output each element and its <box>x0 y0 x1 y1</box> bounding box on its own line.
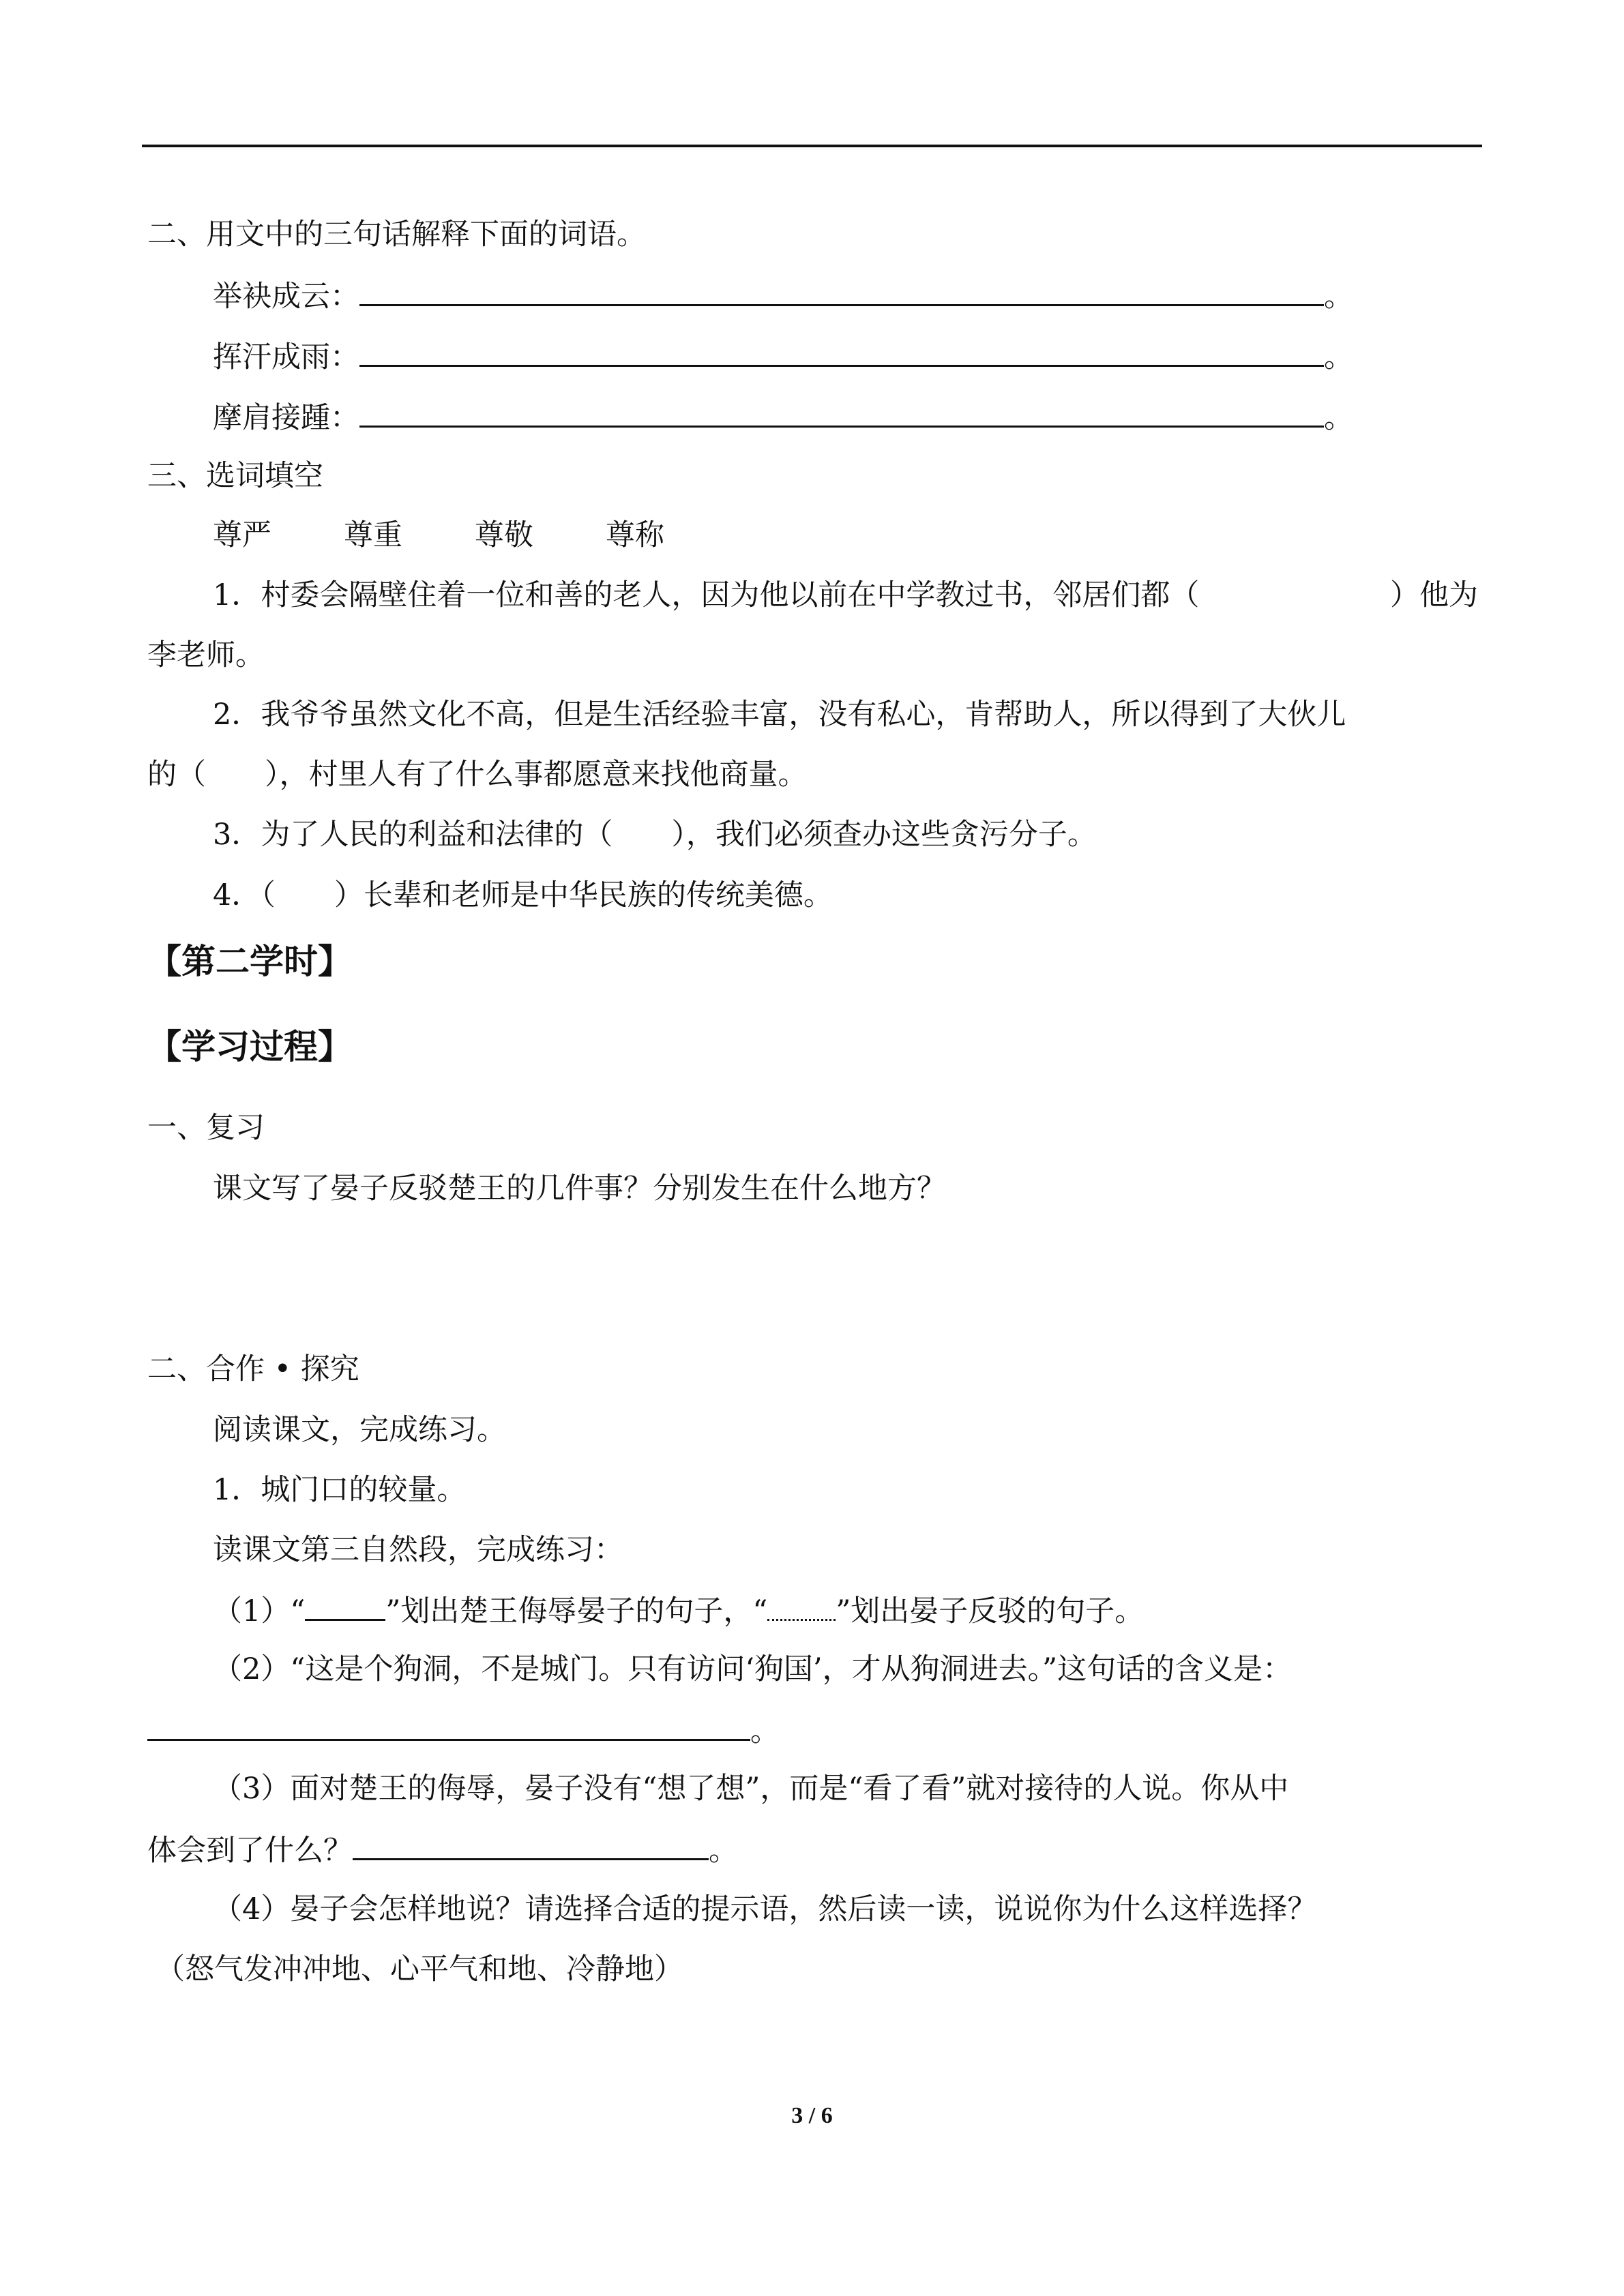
word-option: 尊敬 <box>475 518 533 552</box>
explore-instruction: 读课文第三自然段，完成练习： <box>213 1533 623 1567</box>
q2-line1: 2．我爷爷虽然文化不高，但是生活经验丰富，没有私心，肯帮助人，所以得到了大伙儿 <box>213 698 1346 732</box>
term-row-1: 举袂成云： 。 <box>213 274 1353 317</box>
answer-blank[interactable] <box>359 396 1324 428</box>
explore-intro: 阅读课文，完成练习。 <box>213 1413 506 1447</box>
q1-line2: 李老师。 <box>147 638 265 672</box>
answer-blank[interactable] <box>359 274 1324 306</box>
page-number: 3 / 6 <box>791 2103 833 2128</box>
wavy-underline-sample <box>767 1589 836 1621</box>
answer-blank[interactable] <box>147 1709 750 1741</box>
term-label: 摩肩接踵： <box>213 401 359 435</box>
term-row-3: 摩肩接踵： 。 <box>213 396 1353 438</box>
p2-line1: （2）“这是个狗洞，不是城门。只有访问‘狗国’，才从狗洞进去。”这句话的含义是： <box>213 1652 1293 1686</box>
word-options <box>213 515 664 556</box>
q4: 4．（ ）长辈和老师是中华民族的传统美德。 <box>213 878 833 912</box>
q1-line1: 1．村委会隔壁住着一位和善的老人，因为他以前在中学教过书，邻居们都（ ）他为 <box>213 578 1478 612</box>
explore-item1: 1．城门口的较量。 <box>213 1473 467 1507</box>
p2-line2: 。 <box>147 1709 780 1752</box>
p3-line1: （3）面对楚王的侮辱，晏子没有“想了想”，而是“看了看”就对接待的人说。你从中 <box>213 1772 1289 1806</box>
straight-underline-sample <box>305 1589 385 1621</box>
answer-blank[interactable] <box>353 1828 709 1860</box>
word-option: 尊称 <box>606 518 664 552</box>
heading-process: 【学习过程】 <box>147 1027 352 1067</box>
section3-title: 三、选词填空 <box>147 459 323 493</box>
answer-blank[interactable] <box>359 335 1324 367</box>
section2-title: 二、用文中的三句话解释下面的词语。 <box>147 218 646 252</box>
review-question: 课文写了晏子反驳楚王的几件事？分别发生在什么地方？ <box>213 1172 946 1206</box>
p4-line1: （4）晏子会怎样地说？请选择合适的提示语，然后读一读，说说你为什么这样选择？ <box>213 1892 1317 1926</box>
p3-line2: 体会到了什么？ 。 <box>147 1828 738 1871</box>
heading-lesson: 【第二学时】 <box>147 942 352 981</box>
header-rule <box>142 145 1482 147</box>
term-label: 举袂成云： <box>213 280 359 314</box>
p1-row: （1）“ ”划出楚王侮辱晏子的句子，“ ”划出晏子反驳的句子。 <box>213 1589 1144 1632</box>
review-title: 一、复习 <box>147 1111 265 1145</box>
word-option: 尊重 <box>344 518 402 552</box>
term-label: 挥汗成雨： <box>213 340 359 374</box>
q2-line2: 的（ ），村里人有了什么事都愿意来找他商量。 <box>147 758 808 792</box>
p4-line2: （怒气发冲冲地、心平气和地、冷静地） <box>156 1952 683 1986</box>
q3: 3．为了人民的利益和法律的（ ），我们必须查办这些贪污分子。 <box>213 818 1097 852</box>
explore-title: 二、合作 • 探究 <box>147 1352 359 1386</box>
word-option: 尊严 <box>213 518 271 552</box>
term-row-2: 挥汗成雨： 。 <box>213 335 1353 378</box>
